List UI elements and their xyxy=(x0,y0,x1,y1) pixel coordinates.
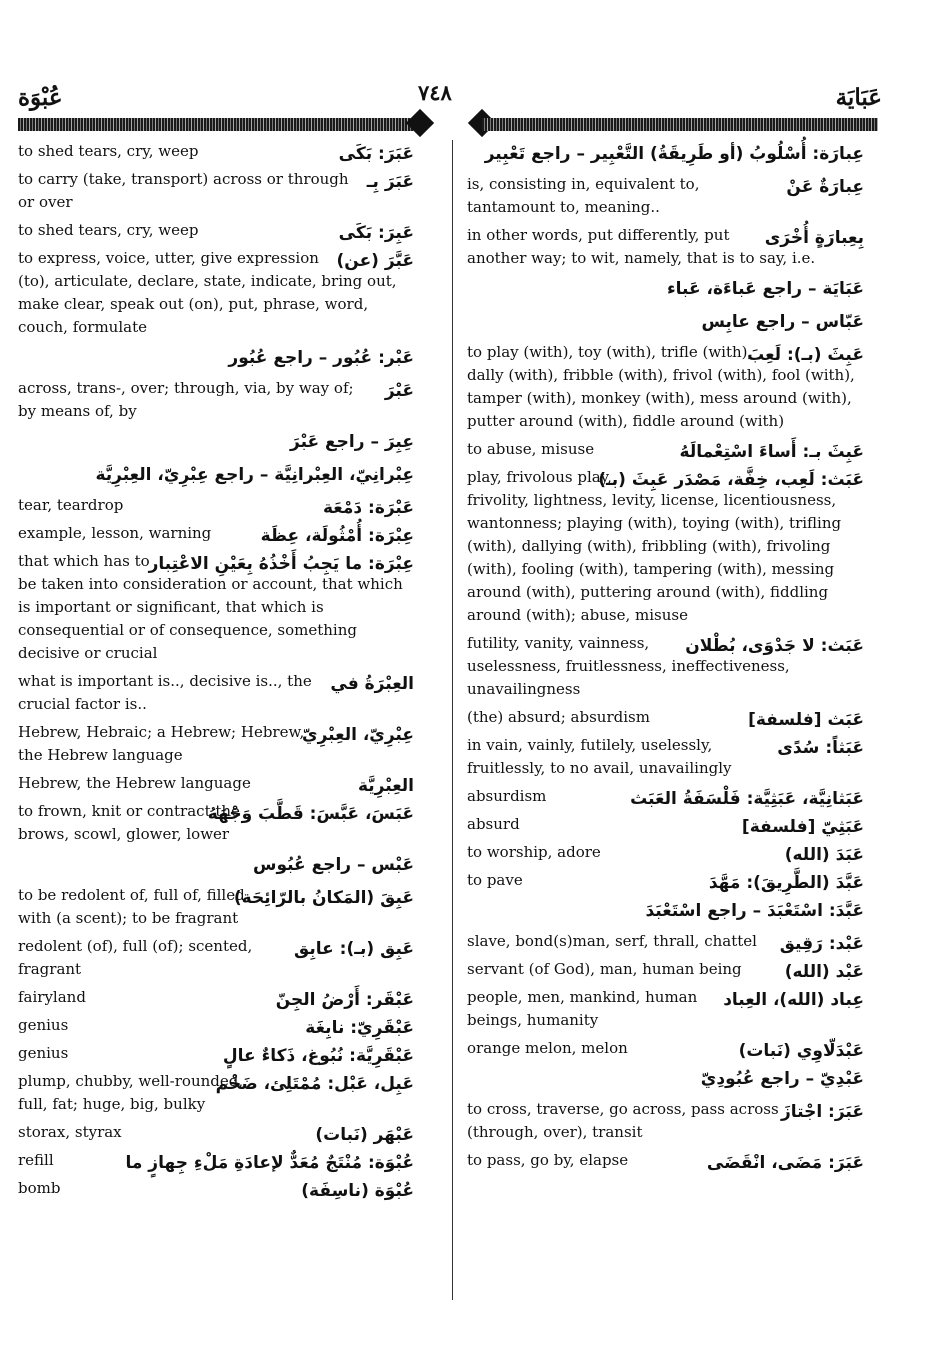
dictionary-entry xyxy=(467,140,864,168)
dictionary-entry xyxy=(18,1121,414,1144)
column-divider xyxy=(452,140,453,1300)
dictionary-entry xyxy=(467,1149,864,1172)
entry-headword: عَبَرَ: اجْتازَ xyxy=(780,1102,864,1122)
dictionary-entry xyxy=(18,461,414,489)
dictionary-entry xyxy=(467,1098,864,1144)
right-column xyxy=(467,140,864,1177)
entry-definition-text: fairyland xyxy=(18,988,86,1006)
dictionary-entry xyxy=(18,494,414,517)
entry-headword: عَبَسَ، عَبَّسَ: قَطَّبَ وَجْهَهُ xyxy=(207,804,414,824)
entry-headword: عَبِثَ بـ: أَساءَ اسْتِعْمالَهُ xyxy=(679,442,864,462)
entry-headword: عَبَايَة – راجع عَباءَة، عَباء xyxy=(666,279,864,299)
entry-headword: عَبّاس – راجع عابِس xyxy=(701,312,864,332)
entry-headword: عَبْهَر (نَبات) xyxy=(315,1125,414,1145)
dictionary-entry xyxy=(18,851,414,879)
dictionary-entry xyxy=(467,224,864,270)
entry-headword: عَبَثِيّ [فلسفة] xyxy=(741,817,864,837)
dictionary-entry xyxy=(18,721,414,767)
entry-headword: عَبَث [فلسفة] xyxy=(748,710,864,730)
entry-headword: عَبَّدَ: اسْتَعْبَدَ – راجع اسْتَعْبَدَ xyxy=(645,901,864,921)
dictionary-entry xyxy=(18,1177,414,1200)
entry-definition-text: to pass, go by, elapse xyxy=(467,1151,629,1169)
entry-headword: عَبْس – راجع عُبُوس xyxy=(253,855,414,875)
dictionary-entry xyxy=(18,377,414,423)
entry-headword: عَبَث: لا جَدْوَى، بُطْلان xyxy=(685,636,864,656)
entry-definition-text: orange melon, melon xyxy=(467,1039,628,1057)
entry-headword: عَبَرَ بِـ xyxy=(366,172,414,192)
dictionary-entry xyxy=(18,800,414,846)
entry-headword: عَبْد: رَقِيق xyxy=(779,934,864,954)
dictionary-entry xyxy=(467,785,864,808)
dictionary-entry xyxy=(467,813,864,836)
entry-headword: عَبْرَ xyxy=(384,381,414,401)
entry-headword: عَبْر: عُبُور – راجع عُبُور xyxy=(228,348,414,368)
dictionary-entry xyxy=(18,168,414,214)
dictionary-entry xyxy=(18,550,414,665)
entry-headword: عِبْرِيّ، العِبْرِيّ xyxy=(302,725,414,745)
dictionary-entry xyxy=(467,958,864,981)
dictionary-entry xyxy=(18,1042,414,1065)
entry-headword: بِعِبارَةٍ أُخْرَى xyxy=(764,228,864,248)
entry-headword: عَبِق (بـ): عابِق xyxy=(294,939,414,959)
page-number: ٧٤٨ xyxy=(418,80,452,105)
dictionary-entry xyxy=(18,772,414,795)
entry-definition-text: to shed tears, cry, weep xyxy=(18,142,199,160)
entry-headword: عَبَثانِيَّة، عَبَثِيَّة: فَلْسَفَةُ العَبَث xyxy=(630,789,864,809)
entry-headword: عَبْقَرِيّ: نابِغَة xyxy=(305,1018,414,1038)
dictionary-entry xyxy=(18,1149,414,1172)
entry-definition-text: to carry (take, transport) across or through or over xyxy=(18,170,349,211)
entry-definition-text: to express, voice, utter, give expression (to), articulate, declare, state, indicate, bring out, make clear, speak out (on), put, phrase, word, couch, formulate xyxy=(18,249,397,336)
entry-headword: عَبْقَرِيَّة: نُبُوغ، ذَكاءٌ عالٍ xyxy=(222,1046,414,1066)
guide-word-right: عَبَايَة xyxy=(835,84,882,111)
entry-definition xyxy=(18,377,414,423)
entry-definition-text: absurd xyxy=(467,815,520,833)
dictionary-entry xyxy=(18,522,414,545)
entry-definition-text: that which has to be taken into consideration or account, that which is important or significant, that which is consequential or of consequence, something decisive or crucial xyxy=(18,552,403,662)
header-rule-right xyxy=(482,118,878,131)
dictionary-entry xyxy=(467,930,864,953)
entry-headword: عَبَث: لَعِب، خِفَّة، مَصْدَر عَبِثَ (بـ) xyxy=(598,470,864,490)
dictionary-entry xyxy=(467,308,864,336)
entry-headword: عِبْرَة: أُمْثُولَة، عِظَة xyxy=(260,526,414,546)
entry-definition-text: to be redolent of, full of, filled with (a scent); to be fragrant xyxy=(18,886,245,927)
dictionary-entry xyxy=(467,869,864,892)
entry-definition-text: Hebrew, Hebraic; a Hebrew; Hebrew, the Hebrew language xyxy=(18,723,305,764)
entry-definition-text: play, frivolous play, frivolity, lightness, levity, license, licentiousness, wantonness; playing (with), toying (with), trifling (with), dallying (with), fribbling (with), frivoling (with), fooling (with), tampering (with), messing around (with), puttering around (with), fiddling around (with); abuse, misuse xyxy=(467,468,842,624)
entry-headword: عَبِثَ (بـ): لَعِبَ xyxy=(747,345,864,365)
dictionary-entry xyxy=(18,247,414,339)
entry-definition-text: genius xyxy=(18,1044,69,1062)
entry-definition-text: is, consisting in, equivalent to, tantamount to, meaning.. xyxy=(467,175,700,216)
entry-headword: عِبِرَ – راجع عَبْرَ xyxy=(290,432,414,452)
dictionary-entry xyxy=(18,344,414,372)
entry-definition-text: to cross, traverse, go across, pass across (through, over), transit xyxy=(467,1100,779,1141)
dictionary-entry xyxy=(467,438,864,461)
entry-headword: عَبْد (الله) xyxy=(784,962,864,982)
entry-definition-text: people, men, mankind, human beings, humanity xyxy=(467,988,698,1029)
entry-definition-text: plump, chubby, well-rounded, full, fat; huge, big, bulky xyxy=(18,1072,244,1113)
entry-headword: عِبْرَة: ما يَجِبُ أَخْذُهُ بِعَيْنِ الاعْتِبار xyxy=(148,554,414,574)
entry-headword: العِبْرَةُ في xyxy=(330,674,414,694)
entry-headword: عَبْرَة: دَمْعَة xyxy=(322,498,414,518)
entry-definition-text: tear, teardrop xyxy=(18,496,124,514)
entry-definition-text: storax, styrax xyxy=(18,1123,122,1141)
entry-definition-text: to abuse, misuse xyxy=(467,440,595,458)
header-rule-left xyxy=(18,118,420,131)
dictionary-entry xyxy=(18,140,414,163)
entry-headword: العِبْرِيَّة xyxy=(357,776,414,796)
entry-headword: عَبَّرَ (عن) xyxy=(336,251,414,271)
entry-headword: عَبَثاً: سُدًى xyxy=(777,738,864,758)
entry-headword: عِباد (الله)، العِباد xyxy=(723,990,864,1010)
entry-definition xyxy=(18,772,414,795)
page-header xyxy=(0,78,932,118)
entry-definition-text: to shed tears, cry, weep xyxy=(18,221,199,239)
guide-word-left: عُبْوَة xyxy=(18,84,63,111)
dictionary-entry xyxy=(467,341,864,433)
entry-definition-text: (the) absurd; absurdism xyxy=(467,708,650,726)
entry-definition-text: example, lesson, warning xyxy=(18,524,212,542)
entry-definition-text: genius xyxy=(18,1016,69,1034)
entry-definition-text: in other words, put differently, put another way; to wit, namely, that is to say, i.e. xyxy=(467,226,816,267)
dictionary-entry xyxy=(467,173,864,219)
dictionary-entry xyxy=(467,841,864,864)
entry-headword: عَبْدَلّاوِي (نَبات) xyxy=(738,1041,864,1061)
entry-headword: عَبَّدَ (الطَّرِيقَ): مَهَّدَ xyxy=(708,873,864,893)
dictionary-entry xyxy=(18,670,414,716)
entry-definition-text: in vain, vainly, futilely, uselessly, fruitlessly, to no avail, unavailingly xyxy=(467,736,732,777)
entry-headword: عَبْقَر: أَرْضُ الجِنّ xyxy=(275,990,414,1010)
dictionary-entry xyxy=(467,986,864,1032)
dictionary-entry xyxy=(467,1037,864,1060)
entry-headword: عِبارَةٌ عَنْ xyxy=(786,177,864,197)
entry-headword: عَبَرَ: مَضَى، انْقَضَى xyxy=(706,1153,864,1173)
entry-headword: عَبِل، عَبْل: مُمْتَلِئ، ضَخْم xyxy=(215,1074,414,1094)
entry-definition-text: to worship, adore xyxy=(467,843,601,861)
dictionary-entry xyxy=(467,706,864,729)
dictionary-entry xyxy=(467,1065,864,1093)
entry-definition-text: slave, bond(s)man, serf, thrall, chattel xyxy=(467,932,757,950)
entry-definition xyxy=(18,168,414,214)
entry-definition-text: to pave xyxy=(467,871,523,889)
entry-definition-text: to frown, knit or contract the brows, scowl, glower, lower xyxy=(18,802,240,843)
entry-headword: عَبِرَ: بَكَى xyxy=(338,223,414,243)
entry-definition-text: refill xyxy=(18,1151,54,1169)
entry-definition-text: across, trans-, over; through, via, by way of; by means of, by xyxy=(18,379,354,420)
entry-definition-text: to play (with), toy (with), trifle (with), dally (with), fribble (with), frivol (with), fool (with), tamper (with), monkey (with), mess around (with), putter around (with), fiddle around (with) xyxy=(467,343,855,430)
dictionary-entry xyxy=(18,219,414,242)
dictionary-entry xyxy=(18,428,414,456)
dictionary-entry xyxy=(18,1070,414,1116)
entry-definition-text: redolent (of), full (of); scented, fragrant xyxy=(18,937,253,978)
entry-headword: عِبارَة: أُسْلُوبُ (أو طَرِيقَةُ) التَّعْبِير – راجع تَعْبِير xyxy=(484,144,864,164)
entry-headword: عَبَدَ (الله) xyxy=(784,845,864,865)
dictionary-entry xyxy=(467,632,864,701)
entry-headword: عِبْرانِيّ، العِبْرانِيَّة – راجع عِبْرِيّ، العِبْرِيَّة xyxy=(95,465,414,485)
dictionary-entry xyxy=(467,466,864,627)
dictionary-entry xyxy=(18,935,414,981)
dictionary-entry xyxy=(467,897,864,925)
entry-definition-text: what is important is.., decisive is.., the crucial factor is.. xyxy=(18,672,312,713)
dictionary-entry xyxy=(467,275,864,303)
entry-definition-text: futility, vanity, vainness, uselessness, fruitlessness, ineffectiveness, unavailingness xyxy=(467,634,790,698)
entry-definition-text: servant (of God), man, human being xyxy=(467,960,742,978)
entry-definition-text: Hebrew, the Hebrew language xyxy=(18,774,251,792)
dictionary-entry xyxy=(18,884,414,930)
dictionary-entry xyxy=(467,734,864,780)
entry-headword: عُبْوَة (ناسِفَة) xyxy=(301,1181,414,1201)
left-column xyxy=(18,140,414,1205)
entry-definition-text: bomb xyxy=(18,1179,61,1197)
entry-headword: عَبَرَ: بَكَى xyxy=(338,144,414,164)
entry-headword: عُبْوَة: مُنْتَجٌ مُعَدٌّ لإعادَةِ مَلْءِ جِهازٍ ما xyxy=(125,1153,414,1173)
entry-headword: عَبِقَ (المَكانُ بالرّائِحَة) xyxy=(233,888,414,908)
entry-headword: عَبْدِيّ – راجع عُبُودِيّ xyxy=(700,1069,864,1089)
dictionary-entry xyxy=(18,986,414,1009)
dictionary-entry xyxy=(18,1014,414,1037)
entry-definition-text: absurdism xyxy=(467,787,547,805)
